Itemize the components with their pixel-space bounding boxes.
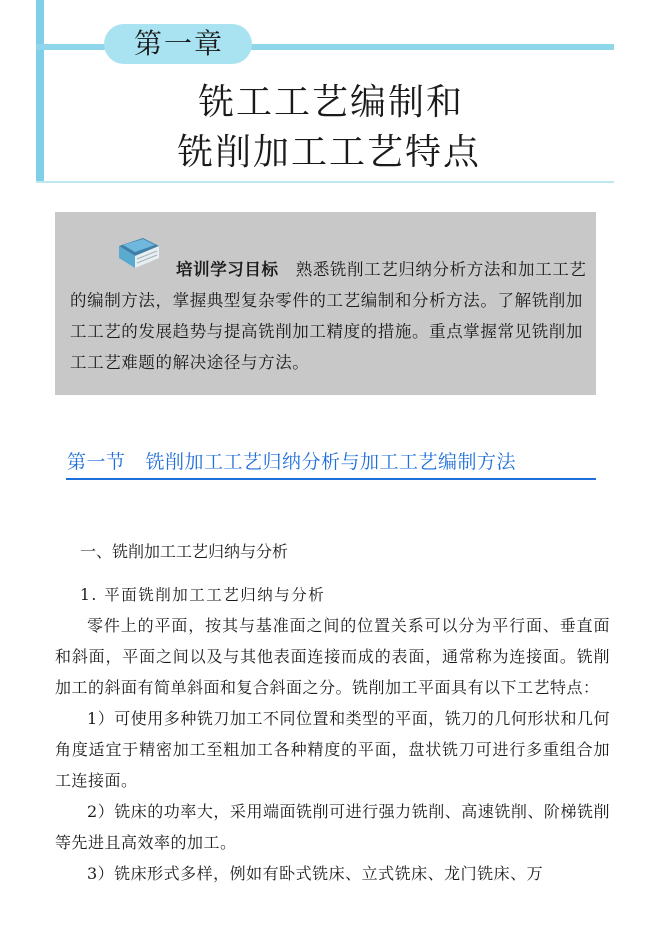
objective-paragraph xyxy=(70,254,590,378)
heading-level-1: 一、铣削加工工艺归纳与分析 xyxy=(80,542,289,561)
heading-level-2: 1. 平面铣削加工工艺归纳与分析 xyxy=(80,586,326,604)
objective-text: 熟悉铣削工艺归纳分析方法和加工工艺的编制方法，掌握典型复杂零件的工艺编制和分析方法。了解铣削加工工艺的发展趋势与提高铣削加工精度的措施。重点掌握常见铣削加工工艺难题的解决途径与方法。 xyxy=(70,260,587,372)
header-bottom-line xyxy=(36,181,614,183)
chapter-header xyxy=(36,0,614,183)
body-text xyxy=(55,610,610,889)
chapter-label: 第一章 xyxy=(134,27,225,60)
paragraph: 3）铣床形式多样，例如有卧式铣床、立式铣床、龙门铣床、万 xyxy=(87,864,544,883)
chapter-title-line-1: 铣工工艺编制和 xyxy=(197,82,464,123)
paragraph: 1）可使用多种铣刀加工不同位置和类型的平面，铣刀的几何形状和几何角度适宜于精密加工至粗加工各种精度的平面，盘状铣刀可进行多重组合加工连接面。 xyxy=(55,709,610,790)
chapter-title-line-2: 铣削加工工艺特点 xyxy=(176,132,481,173)
section-rule xyxy=(66,478,596,480)
section-number: 第一节 xyxy=(67,451,126,473)
training-objective-box xyxy=(55,212,596,395)
paragraph: 零件上的平面，按其与基准面之间的位置关系可以分为平行面、垂直面和斜面，平面之间以及与其他表面连接而成的表面，通常称为连接面。铣削加工的斜面有简单斜面和复合斜面之分。铣削加工平面具有以下工艺特点： xyxy=(55,616,610,697)
section-title-text: 铣削加工工艺归纳分析与加工工艺编制方法 xyxy=(145,451,517,473)
section-title xyxy=(67,448,595,476)
paragraph: 2）铣床的功率大，采用端面铣削可进行强力铣削、高速铣削、阶梯铣削等先进且高效率的加工。 xyxy=(55,802,610,852)
objective-label: 培训学习目标 xyxy=(176,260,279,279)
